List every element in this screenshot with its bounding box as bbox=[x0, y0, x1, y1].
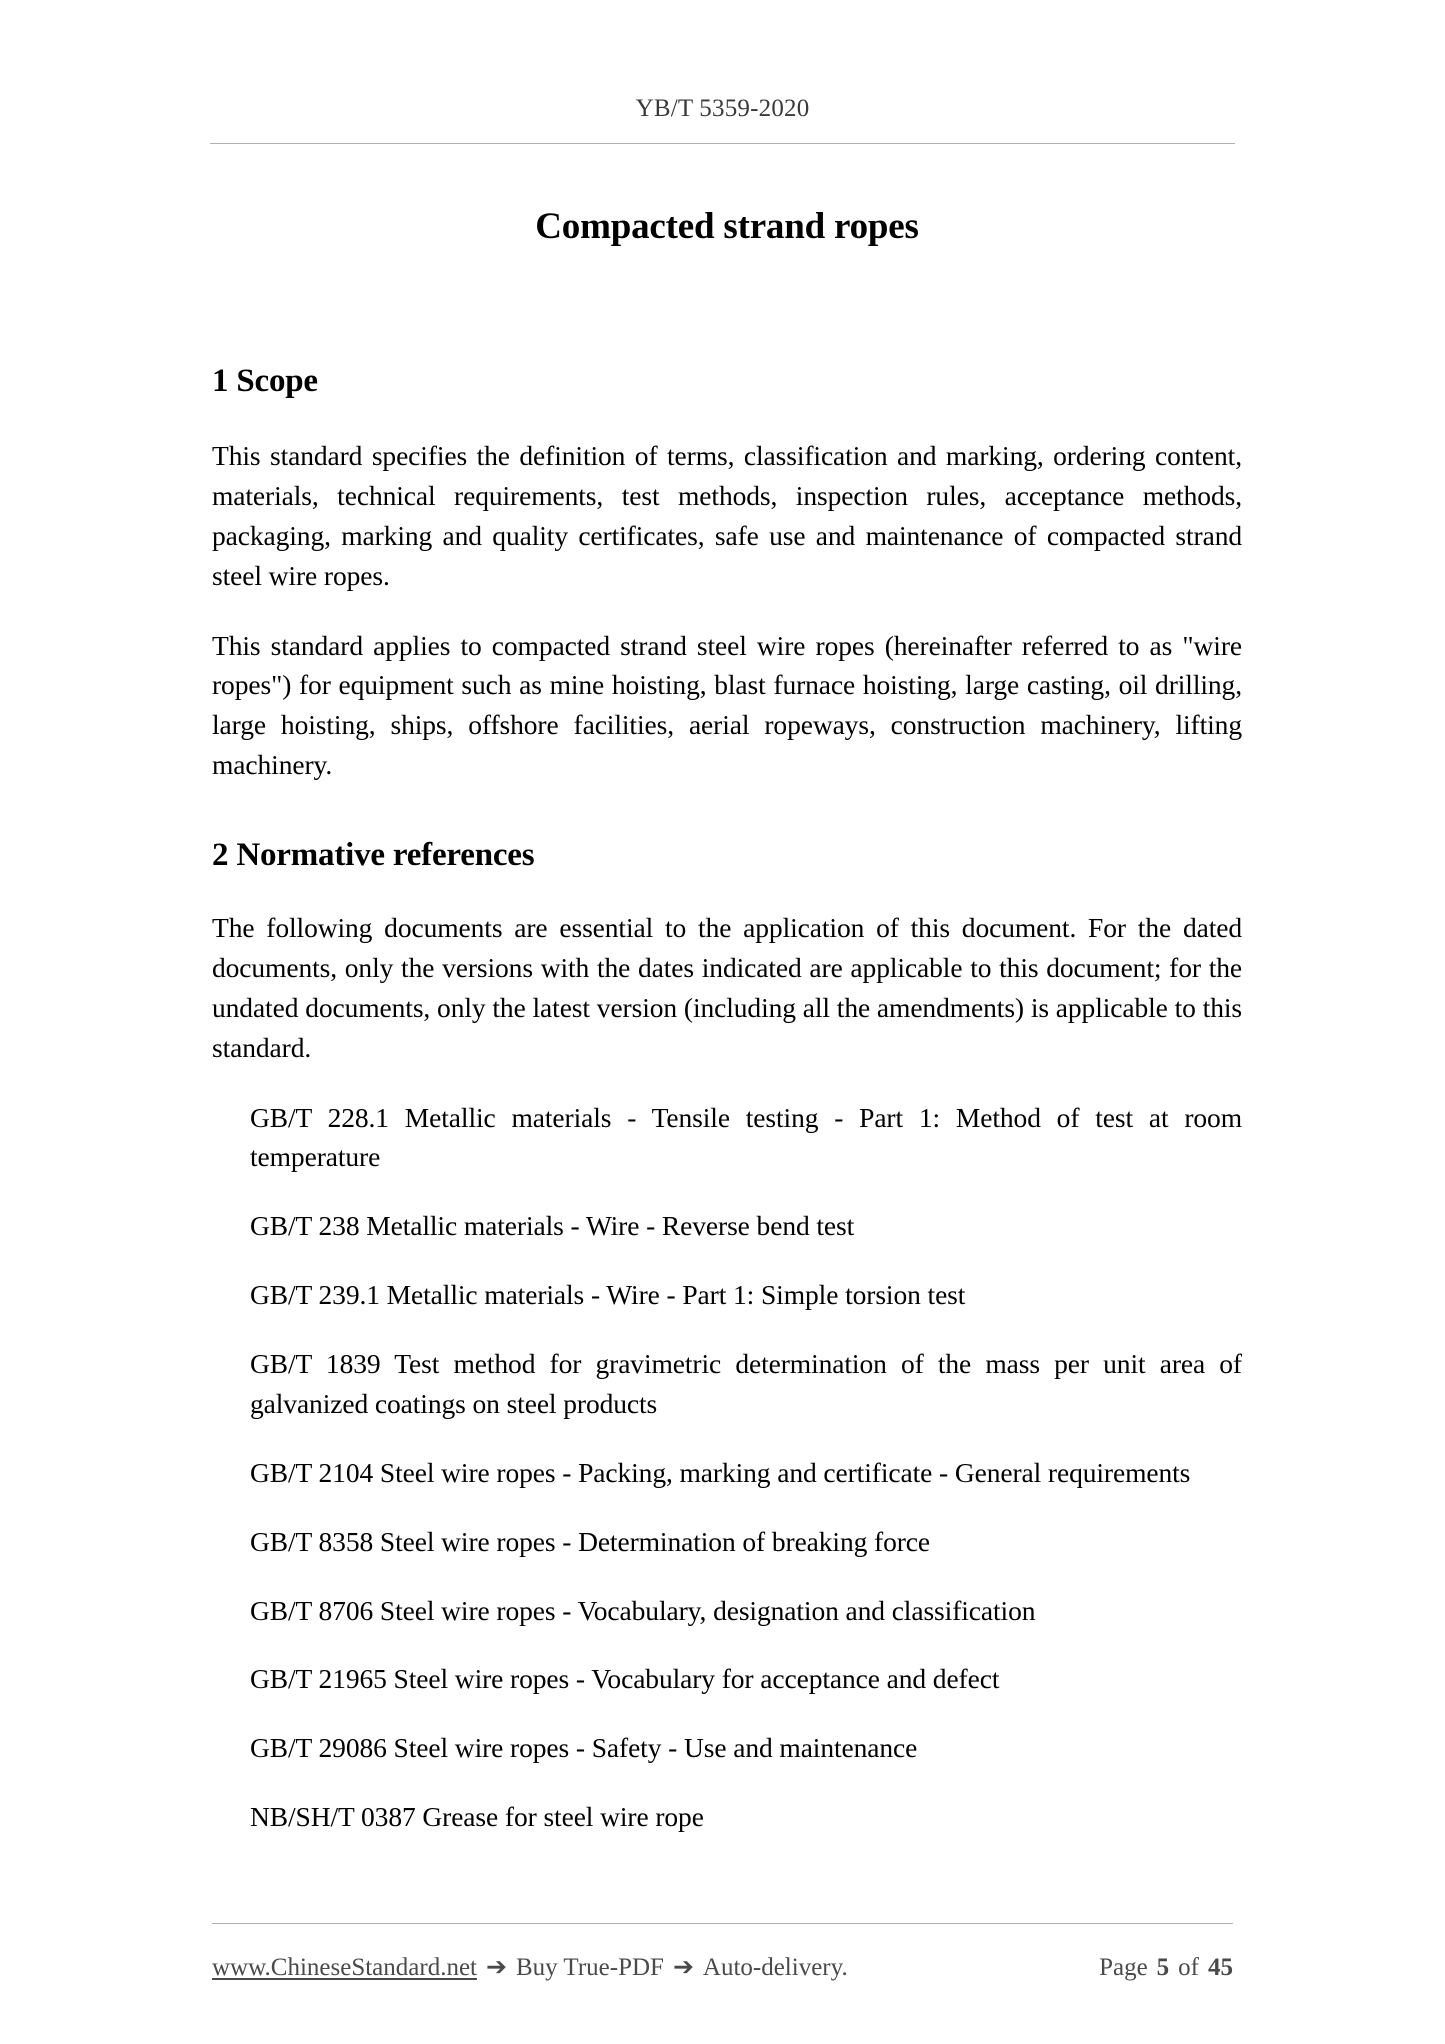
normative-reference-list bbox=[212, 1098, 1242, 1838]
section-heading-normative-references: 2 Normative references bbox=[212, 837, 535, 873]
list-item: GB/T 8706 Steel wire ropes - Vocabulary, designation and classification bbox=[250, 1594, 1036, 1626]
page-content bbox=[212, 175, 1242, 1837]
section-heading-scope: 1 Scope bbox=[212, 363, 318, 399]
arrow-right-icon: ➔ bbox=[486, 1954, 507, 1981]
list-item: GB/T 1839 Test method for gravimetric determination of the mass per unit area of galvanized coatings on steel products bbox=[250, 1348, 1242, 1419]
list-item: GB/T 2104 Steel wire ropes - Packing, marking and certificate - General requirements bbox=[250, 1456, 1191, 1488]
document-title: Compacted strand ropes bbox=[535, 206, 919, 247]
list-item: GB/T 239.1 Metallic materials - Wire - Part 1: Simple torsion test bbox=[250, 1279, 966, 1311]
page-label: Page bbox=[1099, 1954, 1148, 1981]
footer-divider bbox=[212, 1923, 1233, 1924]
arrow-right-icon: ➔ bbox=[672, 1954, 694, 1981]
header-divider bbox=[210, 143, 1235, 144]
current-page-number: 5 bbox=[1156, 1954, 1170, 1981]
list-item: NB/SH/T 0387 Grease for steel wire rope bbox=[250, 1801, 704, 1833]
of-label: of bbox=[1178, 1954, 1199, 1981]
scope-paragraph-1: This standard specifies the definition of terms, classification and marking, ordering content, materials, technical requirements, test methods, inspection rules, acceptance methods, packaging, marking and quality certificates, safe use and maintenance of compacted strand steel wire ropes. bbox=[212, 440, 1242, 591]
spacer bbox=[212, 248, 1242, 363]
page-footer bbox=[212, 1954, 1233, 1982]
spacer bbox=[212, 785, 1242, 837]
list-item: GB/T 21965 Steel wire ropes - Vocabulary for acceptance and defect bbox=[250, 1663, 1000, 1695]
total-page-count: 45 bbox=[1208, 1954, 1233, 1981]
page-number-indicator bbox=[1099, 1954, 1233, 1982]
list-item: GB/T 228.1 Metallic materials - Tensile testing - Part 1: Method of test at room temperature bbox=[250, 1101, 1242, 1173]
website-link[interactable]: www.ChineseStandard.net bbox=[212, 1954, 477, 1981]
list-item: GB/T 29086 Steel wire ropes - Safety - Use and maintenance bbox=[250, 1732, 918, 1764]
footer-offer-label: Buy True-PDF bbox=[515, 1954, 664, 1981]
scope-paragraph-2: This standard applies to compacted strand steel wire ropes (hereinafter referred to as "wire ropes") for equipment such as mine hoisting, blast furnace hoisting, large casting, oil drilling, large hoisting, ships, offshore facilities, aerial ropeways, construction machinery, lifting machinery. bbox=[212, 629, 1242, 781]
spacer bbox=[212, 874, 1242, 908]
standard-code: YB/T 5359-2020 bbox=[635, 95, 810, 122]
footer-promo bbox=[212, 1954, 848, 1982]
normative-references-intro: The following documents are essential to the application of this document. For the dated documents, only the versions with the dates indicated are applicable to this document; for the undated documents, only the latest version (including all the amendments) is applicable to this standard. bbox=[212, 912, 1242, 1063]
spacer bbox=[212, 400, 1242, 436]
list-item: GB/T 8358 Steel wire ropes - Determination of breaking force bbox=[250, 1525, 931, 1557]
running-header bbox=[0, 95, 1445, 123]
list-item: GB/T 238 Metallic materials - Wire - Reverse bend test bbox=[250, 1210, 855, 1242]
footer-delivery-label: Auto-delivery. bbox=[702, 1954, 848, 1981]
spacer bbox=[212, 1068, 1242, 1098]
